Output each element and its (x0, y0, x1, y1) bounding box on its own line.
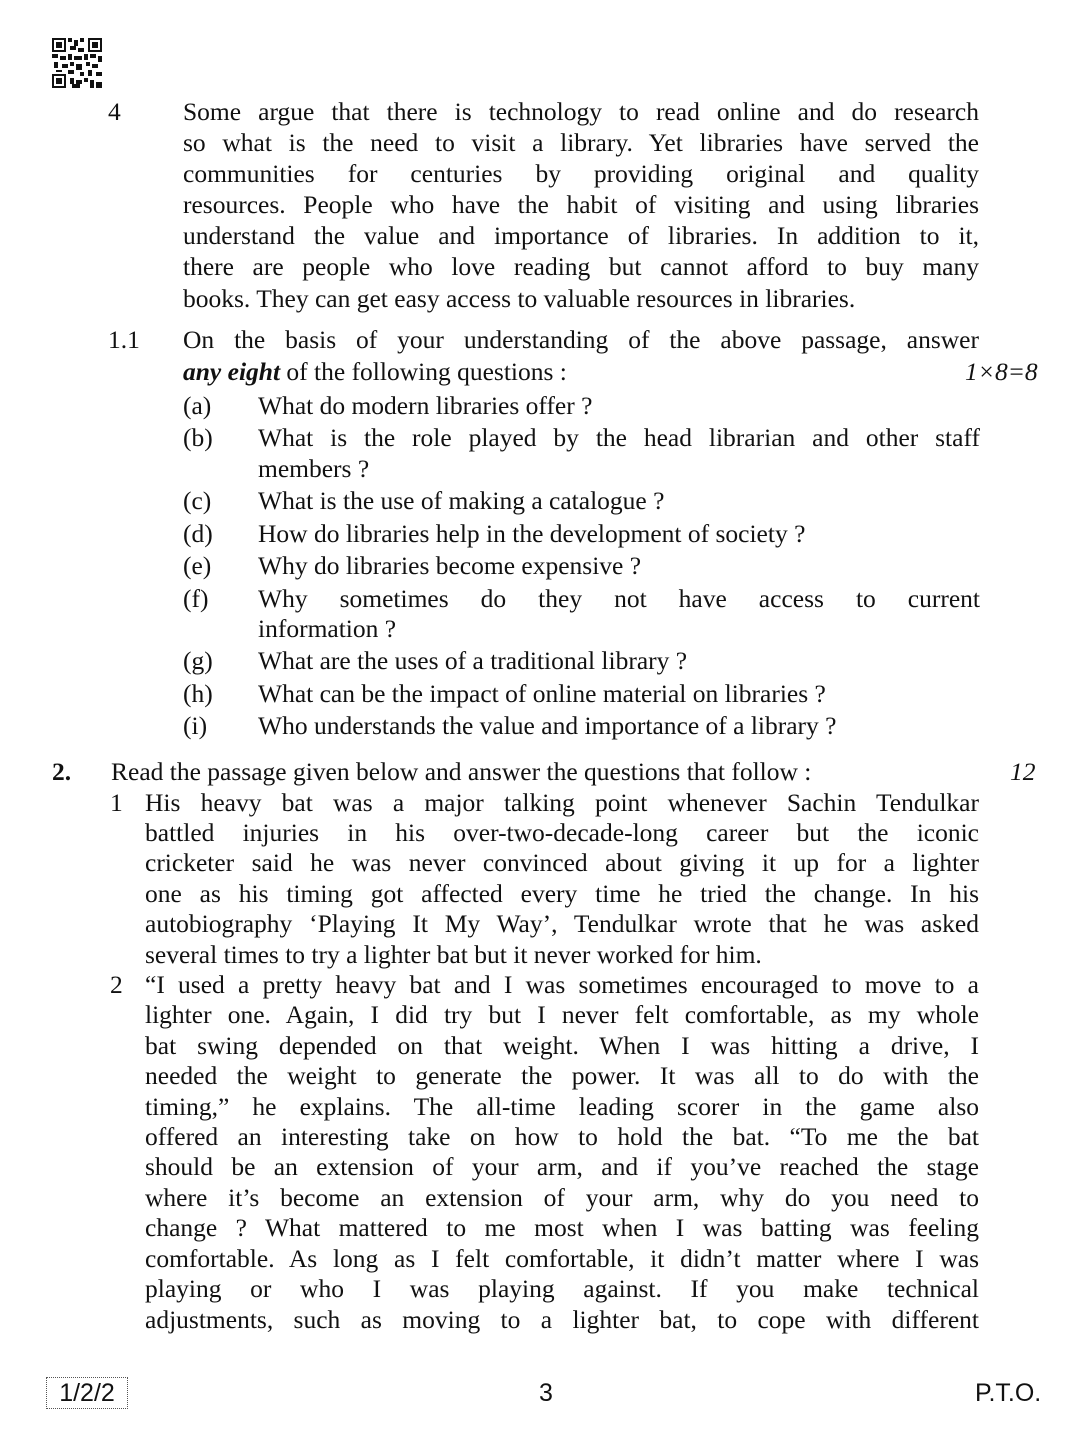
subquestion-text: What is the use of making a catalogue ? (258, 486, 665, 515)
subquestion-label: (i) (183, 711, 208, 740)
passage-line: bat swing depended on that weight. When I was hitting a drive, I (145, 1031, 979, 1060)
subquestion-label: (b) (183, 423, 213, 452)
subquestion-label: (a) (183, 391, 212, 420)
paper-code-box: 1/2/2 (46, 1377, 128, 1409)
question-instruction: Read the passage given below and answer the questions that follow : (111, 757, 812, 786)
emphasis-any-eight: any eight (183, 357, 281, 386)
qr-code-icon (52, 38, 102, 88)
subquestion-label: (d) (183, 519, 213, 548)
passage-line: autobiography ‘Playing It My Way’, Tendulkar wrote that he was asked (145, 909, 979, 938)
passage-line: so what is the need to visit a library. Yet libraries have served the (183, 128, 979, 157)
marks-label: 12 (1010, 757, 1036, 786)
passage-line: communities for centuries by providing original and quality (183, 159, 979, 188)
paragraph-number: 4 (108, 97, 121, 126)
passage-line: several times to try a lighter bat but it never worked for him. (145, 940, 762, 969)
passage-line: there are people who love reading but cannot afford to buy many (183, 252, 979, 281)
marks-label: 1×8=8 (965, 357, 1038, 386)
subquestion-text: Why sometimes do they not have access to current (258, 584, 980, 613)
subquestion-label: (c) (183, 486, 212, 515)
subquestion-text: Why do libraries become expensive ? (258, 551, 642, 580)
subquestion-text: What do modern libraries offer ? (258, 391, 593, 420)
page-number: 3 (539, 1379, 553, 1407)
subquestion-label: (g) (183, 646, 213, 675)
passage-line: comfortable. As long as I felt comfortable, it didn’t matter where I was (145, 1244, 979, 1273)
passage-line: where it’s become an extension of your arm, why do you need to (145, 1183, 979, 1212)
passage-line: books. They can get easy access to valuable resources in libraries. (183, 284, 856, 313)
subquestion-text: What are the uses of a traditional library ? (258, 646, 688, 675)
passage-line: resources. People who have the habit of visiting and using libraries (183, 190, 979, 219)
passage-line: timing,” he explains. The all-time leading scorer in the game also (145, 1092, 979, 1121)
passage-line: Some argue that there is technology to read online and do research (183, 97, 979, 126)
subquestion-text: What is the role played by the head librarian and other staff (258, 423, 980, 452)
paragraph-number: 2 (110, 970, 123, 999)
passage-line: adjustments, such as moving to a lighter bat, to cope with different (145, 1305, 979, 1334)
subquestion-text: What can be the impact of online material on libraries ? (258, 679, 826, 708)
subquestion-text: information ? (258, 614, 397, 643)
subquestion-label: (h) (183, 679, 213, 708)
passage-line: one as his timing got affected every time he tried the change. In his (145, 879, 979, 908)
paragraph-number: 1 (110, 788, 123, 817)
passage-line: understand the value and importance of libraries. In addition to it, (183, 221, 979, 250)
question-text-rest: of the following questions : (280, 357, 567, 386)
passage-line: change ? What mattered to me most when I was batting was feeling (145, 1213, 979, 1242)
passage-line: playing or who I was playing against. If you make technical (145, 1274, 979, 1303)
pto-label: P.T.O. (975, 1379, 1042, 1407)
subquestion-text: Who understands the value and importance of a library ? (258, 711, 837, 740)
question-number: 1.1 (108, 325, 140, 354)
passage-line: lighter one. Again, I did try but I never felt comfortable, as my whole (145, 1000, 979, 1029)
subquestion-label: (f) (183, 584, 209, 613)
passage-line: needed the weight to generate the power. It was all to do with the (145, 1061, 979, 1090)
passage-line: offered an interesting take on how to hold the bat. “To me the bat (145, 1122, 979, 1151)
passage-line: His heavy bat was a major talking point whenever Sachin Tendulkar (145, 788, 979, 817)
passage-line: cricketer said he was never convinced about giving it up for a lighter (145, 848, 979, 877)
subquestion-label: (e) (183, 551, 212, 580)
subquestion-text: members ? (258, 454, 370, 483)
passage-line: battled injuries in his over-two-decade-long career but the iconic (145, 818, 979, 847)
passage-line: “I used a pretty heavy bat and I was sometimes encouraged to move to a (145, 970, 979, 999)
question-text-line2 (183, 356, 567, 387)
subquestion-text: How do libraries help in the development of society ? (258, 519, 806, 548)
question-number: 2. (52, 757, 72, 786)
question-text: On the basis of your understanding of the above passage, answer (183, 325, 979, 354)
passage-line: should be an extension of your arm, and if you’ve reached the stage (145, 1152, 979, 1181)
